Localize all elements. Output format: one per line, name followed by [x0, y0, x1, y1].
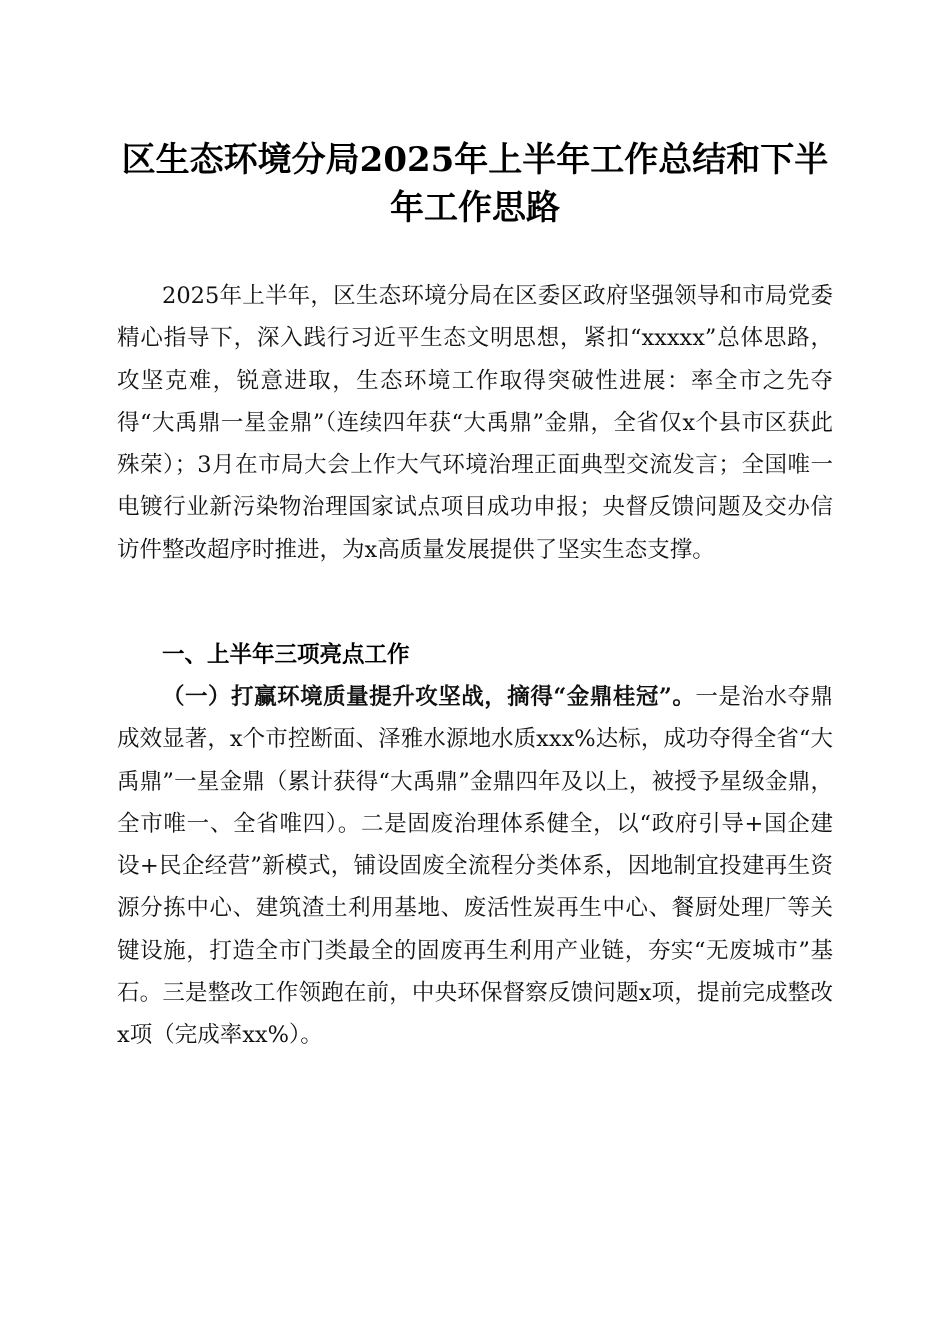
document-title: 区生态环境分局2025年上半年工作总结和下半年工作思路	[121, 140, 829, 228]
section-heading: 一、上半年三项亮点工作	[162, 642, 410, 668]
subsection-lead: （一）打赢环境质量提升攻坚战，摘得“金鼎桂冠”。	[162, 684, 696, 710]
subsection-body: 一是治水夺鼎成效显著，x个市控断面、泽雅水源地水质xxx%达标，成功夺得全省“大禹鼎”一星金鼎（累计获得“大禹鼎”金鼎四年及以上，被授予星级金鼎，全市唯一、全省唯四）。二是固废治理体系健全，以“政府引导+国企建设+民企经营”新模式，铺设固废全流程分类体系，因地制宜投建再生资源分拣中心、建筑渣土利用基地、废活性炭再生中心、餐厨处理厂等关键设施，打造全市门类最全的固废再生利用产业链，夯实“无废城市”基石。三是整改工作领跑在前，中央环保督察反馈问题x项，提前完成整改x项（完成率xx%）。	[117, 684, 833, 1049]
subsection-paragraph	[117, 676, 833, 1057]
intro-paragraph: 2025年上半年，区生态环境分局在区委区政府坚强领导和市局党委精心指导下，深入践行习近平生态文明思想，紧扣“xxxxx”总体思路，攻坚克难，锐意进取，生态环境工作取得突破性进展：率全市之先夺得“大禹鼎一星金鼎”（连续四年获“大禹鼎”金鼎，全省仅x个县市区获此殊荣）；3月在市局大会上作大气环境治理正面典型交流发言；全国唯一电镀行业新污染物治理国家试点项目成功申报；央督反馈问题及交办信访件整改超序时推进，为x高质量发展提供了坚实生态支撑。	[117, 283, 833, 563]
